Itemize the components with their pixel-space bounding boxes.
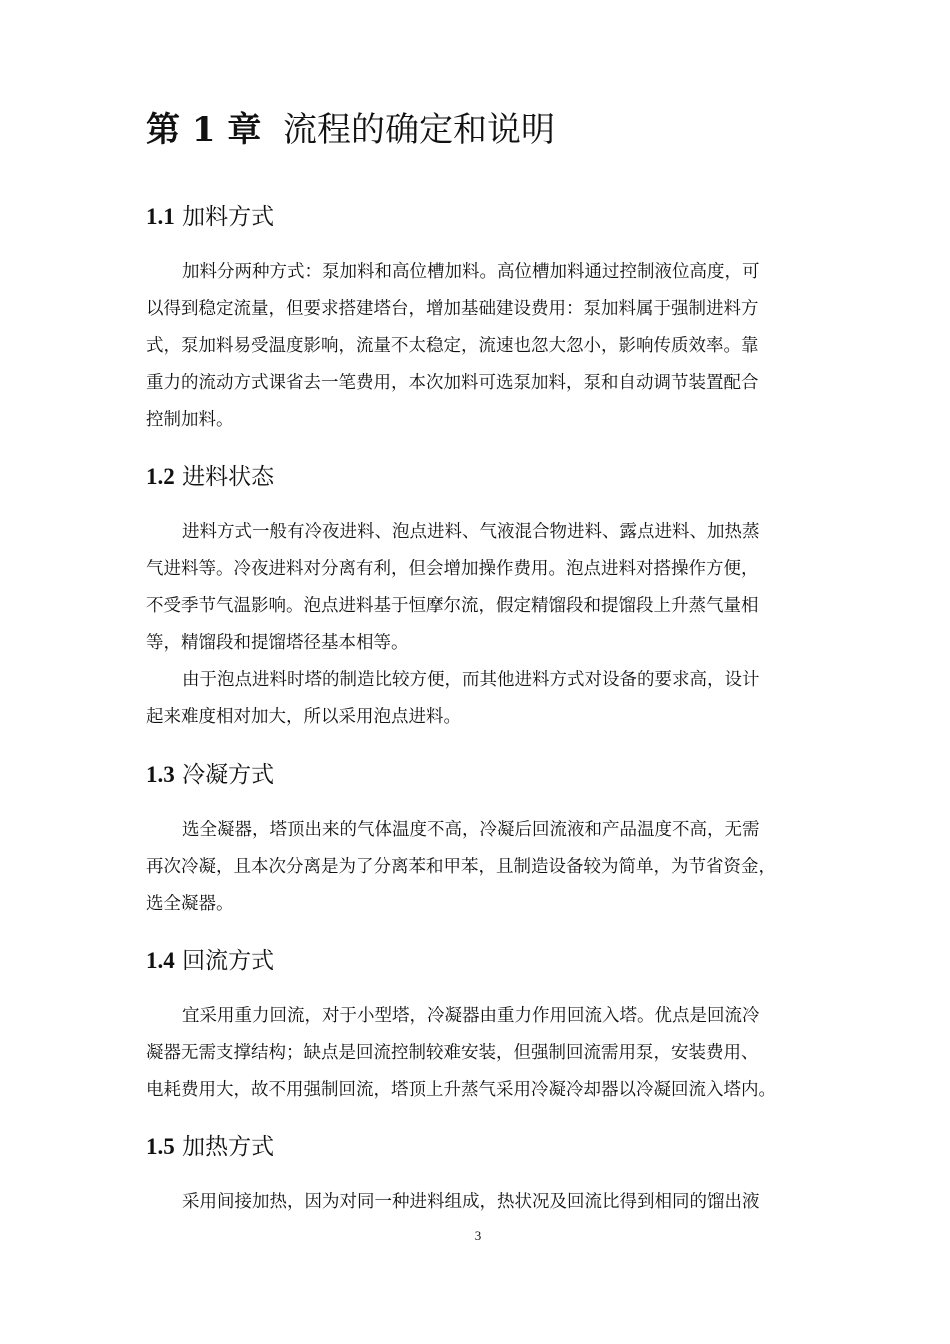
section-number: 1.2 bbox=[146, 464, 175, 489]
section-number: 1.4 bbox=[146, 948, 175, 973]
chapter-title-text: 流程的确定和说明 bbox=[282, 110, 555, 150]
paragraph-line: 由于泡点进料时塔的制造比较方便，而其他进料方式对设备的要求高，设计 bbox=[182, 670, 760, 690]
paragraph bbox=[146, 514, 810, 662]
section-number: 1.3 bbox=[146, 762, 175, 787]
section-heading-1-1 bbox=[146, 202, 274, 232]
paragraph-line: 采用间接加热，因为对同一种进料组成，热状况及回流比得到相同的馏出液 bbox=[182, 1192, 760, 1212]
paragraph-line: 等，精馏段和提馏塔径基本相等。 bbox=[146, 633, 409, 653]
section-title-text: 进料状态 bbox=[182, 464, 275, 490]
paragraph-line: 重力的流动方式课省去一笔费用，本次加料可选泵加料，泵和自动调节装置配合 bbox=[146, 373, 759, 393]
chapter-number: 第 1 章 bbox=[146, 110, 262, 150]
section-title-text: 回流方式 bbox=[182, 948, 275, 974]
section-heading-1-3 bbox=[146, 760, 274, 790]
paragraph-line: 不受季节气温影响。泡点进料基于恒摩尔流，假定精馏段和提馏段上升蒸气量相 bbox=[146, 596, 759, 616]
section-heading-1-4 bbox=[146, 946, 274, 976]
section-heading-1-5 bbox=[146, 1132, 274, 1162]
paragraph-line: 气进料等。冷夜进料对分离有利，但会增加操作费用。泡点进料对搭操作方便， bbox=[146, 559, 759, 579]
paragraph bbox=[146, 662, 810, 736]
paragraph bbox=[146, 998, 810, 1109]
paragraph-line: 起来难度相对加大，所以采用泡点进料。 bbox=[146, 707, 461, 727]
paragraph-line: 式，泵加料易受温度影响，流量不太稳定，流速也忽大忽小，影响传质效率。靠 bbox=[146, 336, 759, 356]
paragraph-line: 选全凝器。 bbox=[146, 894, 234, 914]
paragraph bbox=[146, 812, 810, 923]
paragraph bbox=[146, 254, 810, 439]
section-title-text: 加料方式 bbox=[182, 204, 275, 230]
section-number: 1.5 bbox=[146, 1134, 175, 1159]
paragraph-line: 再次冷凝，且本次分离是为了分离苯和甲苯，且制造设备较为简单，为节省资金， bbox=[146, 857, 776, 877]
section-title-text: 冷凝方式 bbox=[182, 762, 275, 788]
paragraph-line: 宜采用重力回流，对于小型塔，冷凝器由重力作用回流入塔。优点是回流冷 bbox=[182, 1006, 760, 1026]
document-page bbox=[146, 0, 810, 1344]
paragraph-line: 选全凝器，塔顶出来的气体温度不高，冷凝后回流液和产品温度不高，无需 bbox=[182, 820, 760, 840]
paragraph-line: 电耗费用大，故不用强制回流，塔顶上升蒸气采用冷凝冷却器以冷凝回流入塔内。 bbox=[146, 1080, 776, 1100]
section-title-text: 加热方式 bbox=[182, 1134, 275, 1160]
paragraph-line: 以得到稳定流量，但要求搭建塔台，增加基础建设费用：泵加料属于强制进料方 bbox=[146, 299, 759, 319]
section-heading-1-2 bbox=[146, 462, 274, 492]
paragraph bbox=[146, 1184, 810, 1221]
section-number: 1.1 bbox=[146, 204, 175, 229]
paragraph-line: 凝器无需支撑结构；缺点是回流控制较难安装，但强制回流需用泵，安装费用、 bbox=[146, 1043, 759, 1063]
paragraph-line: 进料方式一般有冷夜进料、泡点进料、气液混合物进料、露点进料、加热蒸 bbox=[182, 522, 760, 542]
paragraph-line: 加料分两种方式：泵加料和高位槽加料。高位槽加料通过控制液位高度，可 bbox=[182, 262, 760, 282]
paragraph-line: 控制加料。 bbox=[146, 410, 234, 430]
chapter-title bbox=[146, 108, 555, 152]
page-number: 3 bbox=[474, 1228, 482, 1243]
